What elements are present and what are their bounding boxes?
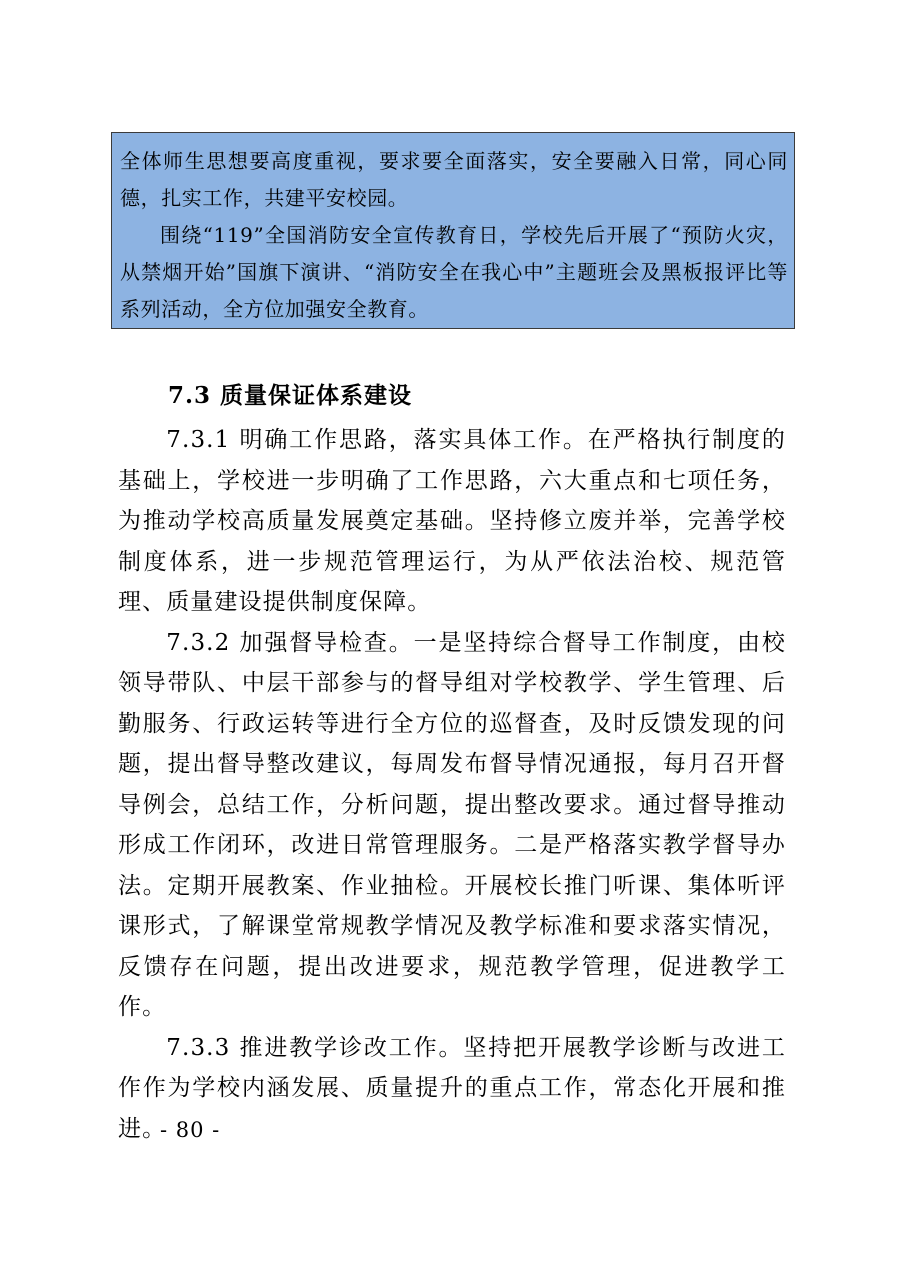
page-number: - 80 -: [160, 1118, 221, 1142]
paragraph-7-3-3: 7.3.3 推进教学诊改工作。坚持把开展教学诊断与改进工作作为学校内涵发展、质量提升的重点工作，常态化开展和推进。: [118, 1034, 786, 1142]
section-heading: 7.3 质量保证体系建设: [168, 382, 413, 409]
paragraph-7-3-2: 7.3.2 加强督导检查。一是坚持综合督导工作制度，由校领导带队、中层干部参与的督导组对学校教学、学生管理、后勤服务、行政运转等进行全方位的巡督查，及时反馈发现的问题，提出督导整改建议，每周发布督导情况通报，每月召开督导例会，总结工作，分析问题，提出整改要求。通过督导推动形成工作闭环，改进日常管理服务。二是严格落实教学督导办法。定期开展教案、作业抽检。开展校长推门听课、集体听评课形式，了解课堂常规教学情况及教学标准和要求落实情况，反馈存在问题，提出改进要求，规范教学管理，促进教学工作。: [118, 629, 786, 1020]
highlighted-excerpt-box: [111, 132, 795, 329]
document-body: [118, 372, 786, 1149]
excerpt-paragraph-1: 全体师生思想要高度重视，要求要全面落实，安全要融入日常，同心同德，扎实工作，共建平安校园。: [120, 149, 788, 210]
paragraph-7-3-1: 7.3.1 明确工作思路，落实具体工作。在严格执行制度的基础上，学校进一步明确了工作思路，六大重点和七项任务，为推动学校高质量发展奠定基础。坚持修立废并举，完善学校制度体系，进一步规范管理运行，为从严依法治校、规范管理、质量建设提供制度保障。: [118, 427, 786, 615]
excerpt-paragraph-2: 围绕“119”全国消防安全宣传教育日，学校先后开展了“预防火灾，从禁烟开始”国旗下演讲、“消防安全在我心中”主题班会及黑板报评比等系列活动，全方位加强安全教育。: [120, 223, 788, 321]
